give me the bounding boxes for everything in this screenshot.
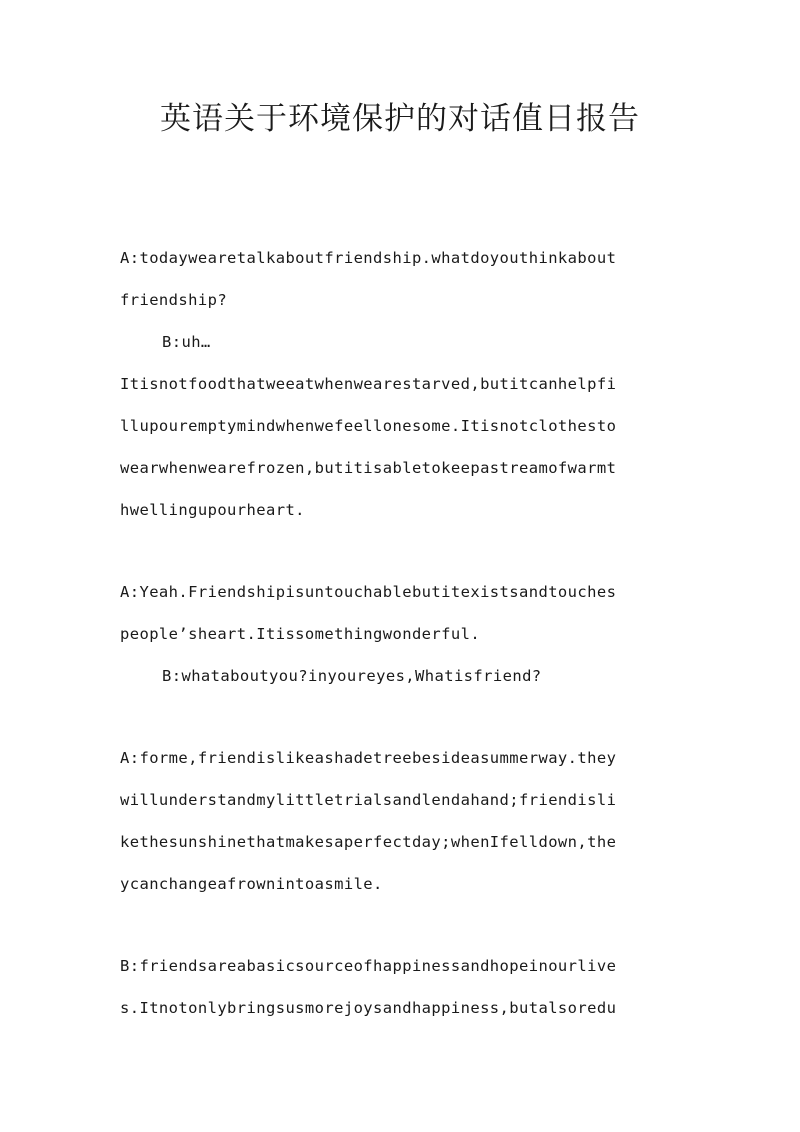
paragraph-gap <box>120 697 672 737</box>
text-line: hwellingupourheart. <box>120 501 305 519</box>
text-line: A:forme,friendislikeashadetreebesideasummerway.they <box>120 749 617 767</box>
text-line: willunderstandmylittletrialsandlendahand;friendisli <box>120 791 617 809</box>
text-line: wearwhenwearefrozen,butitisabletokeepastreamofwarmt <box>120 459 617 477</box>
text-line: kethesunshinethatmakesaperfectday;whenIfelldown,the <box>120 833 617 851</box>
text-line: s.Itnotonlybringsusmorejoysandhappiness,butalsoredu <box>120 999 617 1017</box>
text-line: B:uh… <box>162 333 211 351</box>
text-line: B:friendsareabasicsourceofhappinessandhopeinourlive <box>120 957 617 975</box>
text-line: Itisnotfoodthatweeatwhenwearestarved,butitcanhelpfi <box>120 375 617 393</box>
text-line: B:whataboutyou?inyoureyes,Whatisfriend? <box>162 667 542 685</box>
text-line: A:Yeah.Friendshipisuntouchablebutitexistsandtouches <box>120 583 617 601</box>
text-line: A:todaywearetalkaboutfriendship.whatdoyouthinkabout <box>120 249 617 267</box>
paragraph-gap <box>120 905 672 945</box>
paragraph-gap <box>120 531 672 571</box>
text-line: people’sheart.Itissomethingwonderful. <box>120 625 481 643</box>
text-line: friendship? <box>120 291 228 309</box>
text-line: ycanchangeafrownintoasmile. <box>120 875 383 893</box>
text-line: llupouremptymindwhenwefeellonesome.Itisnotclothesto <box>120 417 617 435</box>
dialogue-body <box>120 237 672 1029</box>
document-title: 英语关于环境保护的对话值日报告 <box>160 101 640 137</box>
